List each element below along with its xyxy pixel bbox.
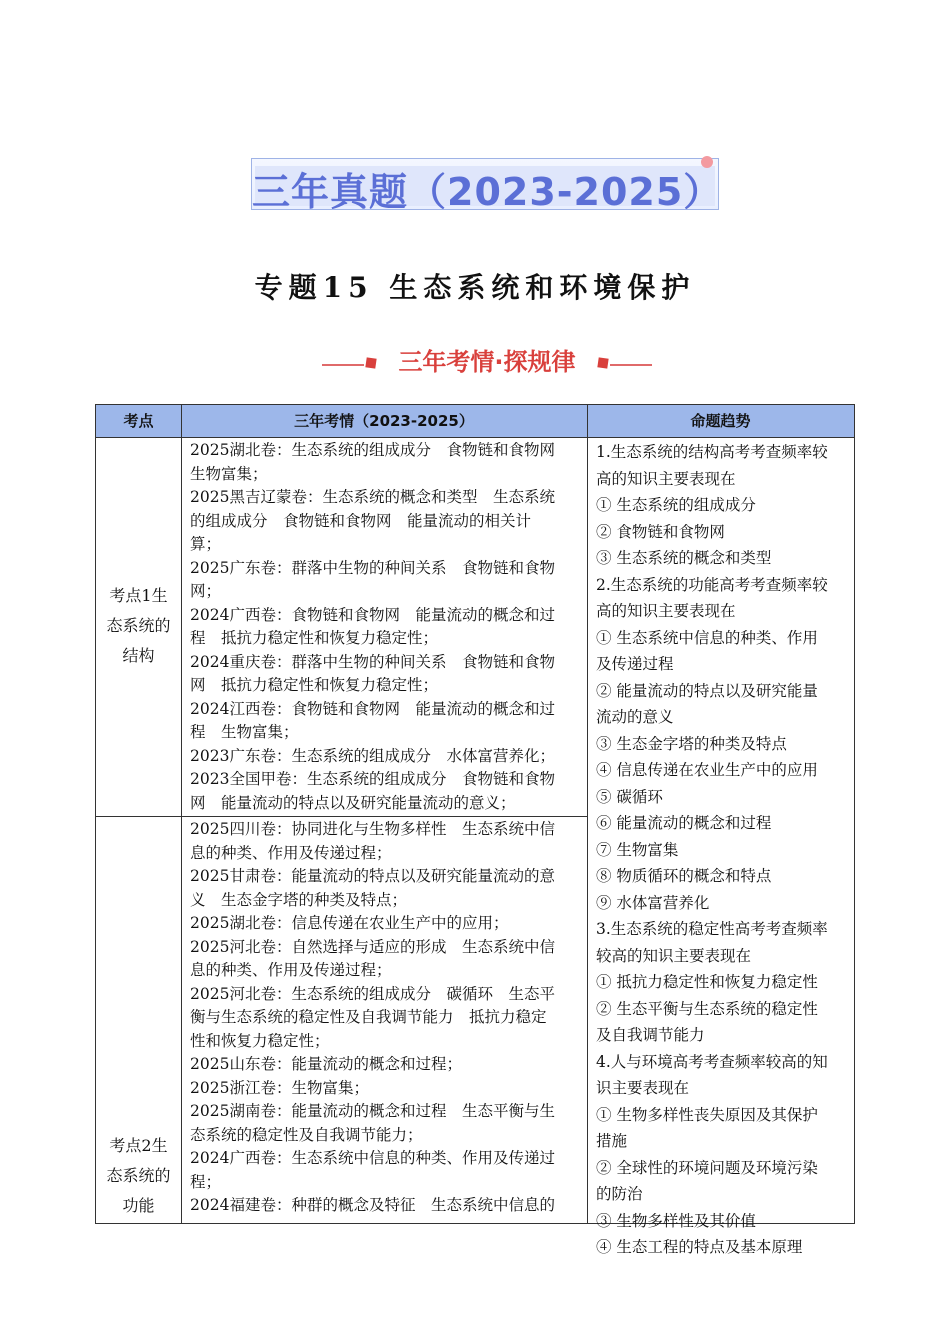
exam-line: 2024广西卷：生态系统中信息的种类、作用及传递过	[190, 1149, 555, 1167]
trend-line: ③ 生态系统的概念和类型	[596, 549, 772, 567]
exam-line: 息的种类、作用及传递过程；	[190, 843, 392, 862]
exam-line: 2025湖北卷：信息传递在农业生产中的应用；	[190, 914, 509, 932]
column-divider	[587, 405, 588, 1223]
banner-title: 三年真题（2023-2025）	[252, 170, 723, 214]
trend-line: ⑨ 水体富营养化	[596, 893, 710, 912]
trend-line: 3.生态系统的稳定性高考考查频率	[596, 920, 828, 938]
history-cell-1	[190, 439, 582, 815]
trend-line: 的防治	[596, 1185, 643, 1203]
row-divider	[96, 816, 587, 817]
section-heading-text: 三年考情·探规律	[398, 348, 576, 376]
column-divider	[181, 405, 182, 1223]
header-point: 考点	[96, 405, 181, 438]
trend-line: ② 全球性的环境问题及环境污染	[596, 1158, 818, 1177]
exam-line: 2025黑吉辽蒙卷：生态系统的概念和类型 生态系统	[190, 488, 555, 506]
point-cell-2	[96, 1131, 181, 1221]
exam-line: 网；	[190, 582, 222, 600]
exam-line: 2025四川卷：协同进化与生物多样性 生态系统中信	[190, 820, 555, 838]
exam-line: 2024福建卷：种群的概念及特征 生态系统中信息的	[190, 1196, 555, 1214]
trend-line: 措施	[596, 1132, 628, 1150]
exam-line: 网 能量流动的特点以及研究能量流动的意义；	[190, 793, 516, 812]
trend-line: 及自我调节能力	[596, 1026, 705, 1044]
exam-line: 程；	[190, 1172, 222, 1191]
trend-line: 高的知识主要表现在	[596, 602, 736, 620]
exam-line: 2025河北卷：生态系统的组成成分 碳循环 生态平	[190, 984, 555, 1003]
exam-line: 2025山东卷：能量流动的概念和过程；	[190, 1055, 462, 1073]
exam-line: 2025湖北卷：生态系统的组成成分 食物链和食物网	[190, 441, 555, 459]
exam-line: 性和恢复力稳定性；	[190, 1031, 330, 1050]
exam-line: 态系统的稳定性及自我调节能力；	[190, 1125, 423, 1144]
header-exam-history: 三年考情（2023-2025）	[181, 405, 587, 438]
exam-analysis-table	[95, 404, 855, 1256]
trend-line: 高的知识主要表现在	[596, 469, 736, 488]
divider-line	[610, 364, 652, 366]
exam-line: 2025广东卷：群落中生物的种间关系 食物链和食物	[190, 558, 555, 577]
trend-line: 2.生态系统的功能高考考查频率较	[596, 575, 828, 594]
trend-line: ⑤ 碳循环	[596, 787, 663, 806]
square-decoration	[597, 357, 608, 368]
trend-line: 及传递过程	[596, 655, 674, 673]
exam-line: 算；	[190, 535, 222, 553]
trend-line: ① 抵抗力稳定性和恢复力稳定性	[596, 973, 818, 991]
trend-line: ① 生态系统的组成成分	[596, 496, 756, 514]
header-trend: 命题趋势	[587, 405, 854, 438]
exam-line: 的组成成分 食物链和食物网 能量流动的相关计	[190, 511, 532, 530]
trend-line: 4.人与环境高考考查频率较高的知	[596, 1052, 828, 1071]
trend-line: ④ 信息传递在农业生产中的应用	[596, 761, 818, 779]
exam-line: 2024广西卷：食物链和食物网 能量流动的概念和过	[190, 605, 555, 624]
section-heading	[322, 342, 652, 378]
trend-line: ③ 生态金字塔的种类及特点	[596, 734, 787, 753]
trend-line: 识主要表现在	[596, 1079, 690, 1097]
trend-cell	[596, 439, 848, 1261]
trend-line: 1.生态系统的结构高考考查频率较	[596, 443, 828, 461]
exam-line: 2025湖南卷：能量流动的概念和过程 生态平衡与生	[190, 1102, 555, 1120]
exam-line: 程 生物富集；	[190, 723, 299, 741]
exam-line: 2025河北卷：自然选择与适应的形成 生态系统中信	[190, 937, 555, 956]
exam-line: 义 生态金字塔的种类及特点；	[190, 890, 408, 909]
trend-line: ① 生物多样性丧失原因及其保护	[596, 1105, 818, 1124]
exam-line: 息的种类、作用及传递过程；	[190, 961, 392, 979]
exam-line: 2024重庆卷：群落中生物的种间关系 食物链和食物	[190, 652, 555, 671]
exam-line: 2025甘肃卷：能量流动的特点以及研究能量流动的意	[190, 867, 555, 885]
point-cell-1	[96, 581, 181, 671]
exam-line: 2025浙江卷：生物富集；	[190, 1078, 369, 1097]
exam-line: 2024江西卷：食物链和食物网 能量流动的概念和过	[190, 699, 555, 718]
point-label: 考点2生态系统的功能	[106, 1136, 171, 1215]
topic-title: 专题15 生态系统和环境保护	[254, 271, 696, 304]
trend-line: ① 生态系统中信息的种类、作用	[596, 628, 818, 647]
trend-line: ④ 生态工程的特点及基本原理	[596, 1238, 803, 1256]
trend-line: ⑥ 能量流动的概念和过程	[596, 814, 772, 832]
trend-line: ② 食物链和食物网	[596, 522, 725, 541]
exam-line: 衡与生态系统的稳定性及自我调节能力 抵抗力稳定	[190, 1008, 547, 1026]
title-banner	[251, 158, 723, 214]
history-cell-2	[190, 818, 582, 1218]
banner-dot-decoration	[701, 156, 713, 168]
exam-line: 生物富集；	[190, 464, 268, 483]
trend-line: 较高的知识主要表现在	[596, 946, 752, 965]
trend-line: ② 能量流动的特点以及研究能量	[596, 681, 818, 700]
exam-line: 2023广东卷：生态系统的组成成分 水体富营养化；	[190, 746, 555, 765]
exam-line: 网 抵抗力稳定性和恢复力稳定性；	[190, 676, 439, 694]
trend-line: ⑧ 物质循环的概念和特点	[596, 867, 772, 885]
point-label: 考点1生态系统的结构	[106, 586, 171, 665]
trend-line: 流动的意义	[596, 708, 674, 726]
trend-line: ⑦ 生物富集	[596, 840, 679, 859]
trend-line: ③ 生物多样性及其价值	[596, 1211, 756, 1230]
exam-line: 2023全国甲卷：生态系统的组成成分 食物链和食物	[190, 770, 555, 788]
trend-line: ② 生态平衡与生态系统的稳定性	[596, 999, 818, 1018]
exam-line: 程 抵抗力稳定性和恢复力稳定性；	[190, 629, 439, 647]
